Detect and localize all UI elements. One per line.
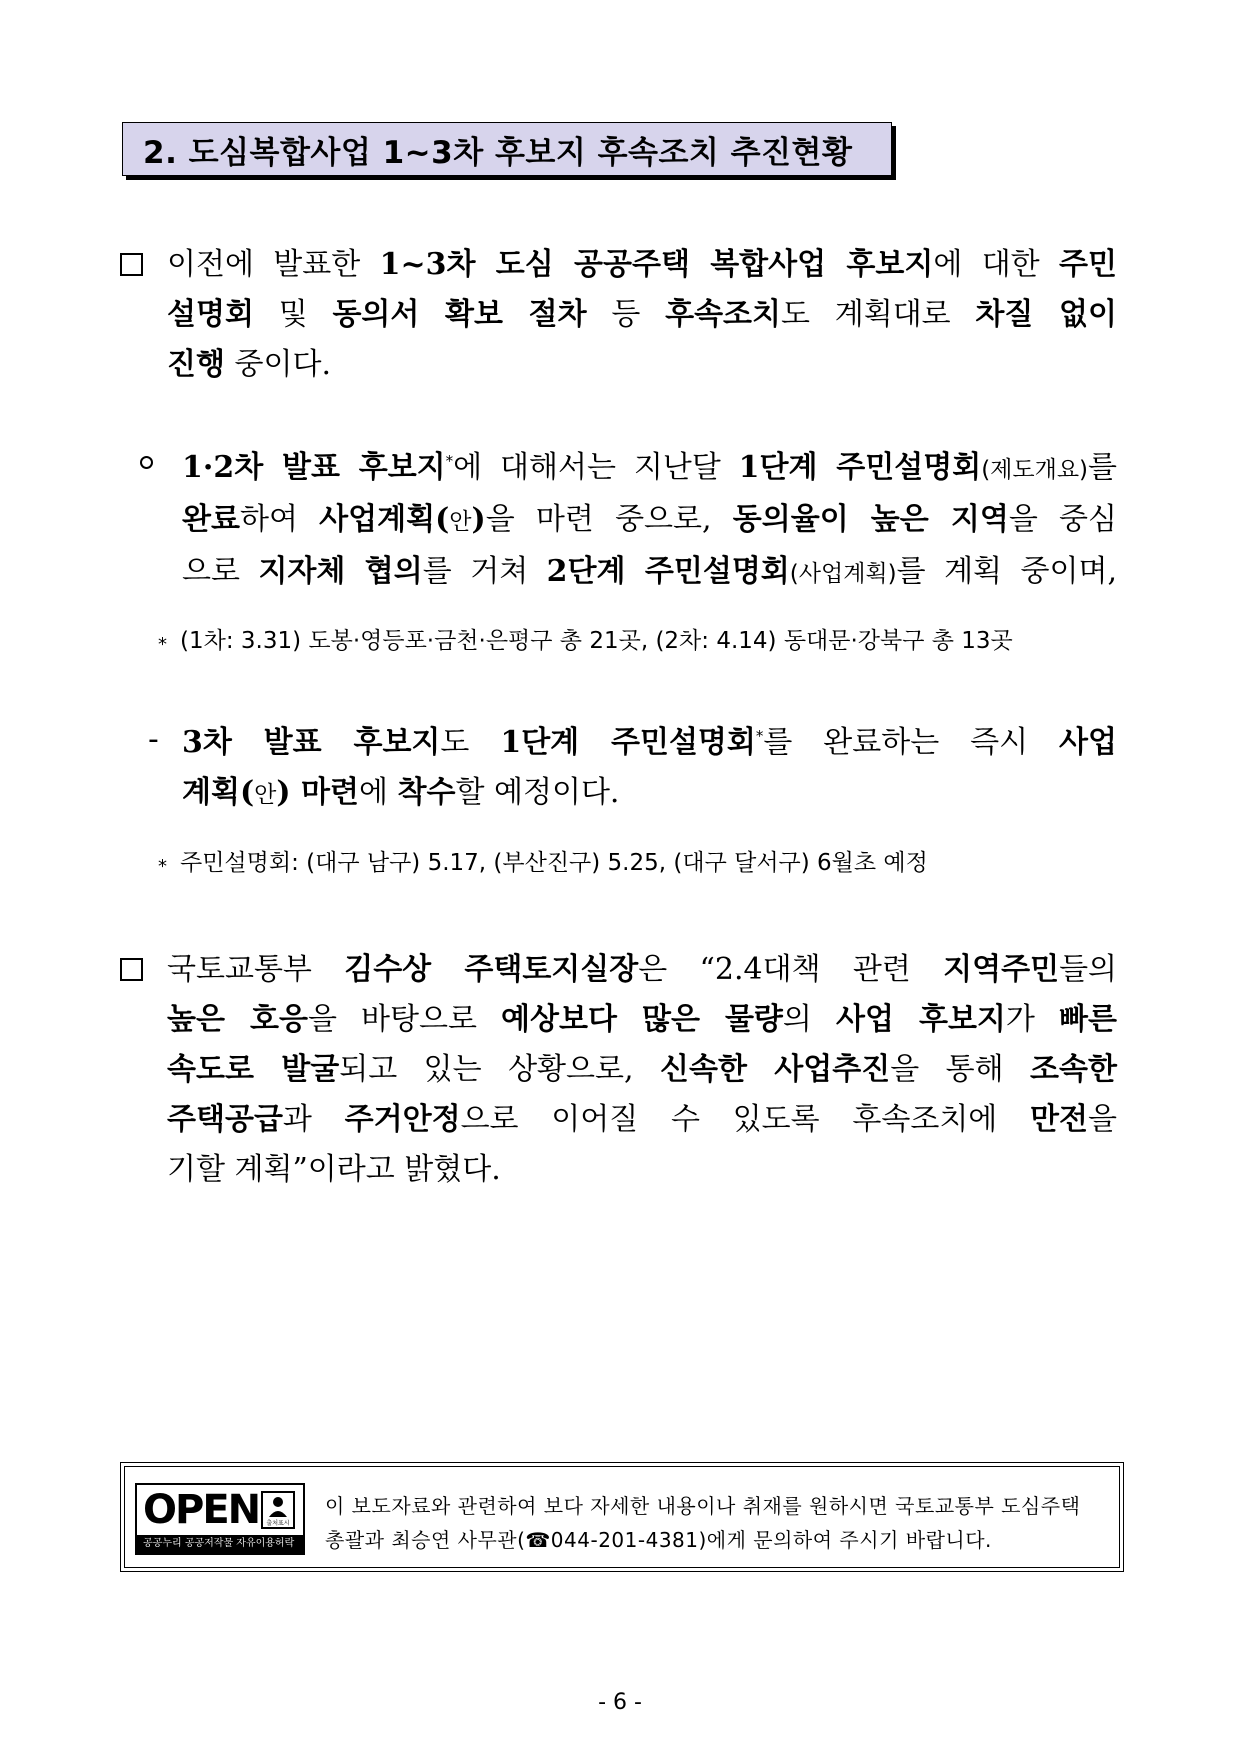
text-run: 이전에 발표한 bbox=[167, 247, 380, 282]
text-run: 중이다. bbox=[224, 347, 331, 382]
text-run-bold: 주민 bbox=[1059, 247, 1117, 282]
text-run-small: (사업계획) bbox=[789, 561, 897, 587]
text-run: 를 거쳐 bbox=[422, 554, 547, 589]
text-run-bold: 동의율이 높은 지역 bbox=[732, 502, 1009, 537]
text-run-bold: 예상보다 많은 물량 bbox=[501, 1002, 783, 1037]
open-logo-caption: 공공누리 공공저작물 자유이용허락 bbox=[137, 1535, 303, 1553]
text-run-bold: 1·2차 발표 후보지 bbox=[182, 450, 446, 485]
text-run: 을 bbox=[1088, 1102, 1117, 1137]
text-run-bold: 1단계 주민설명회 bbox=[500, 725, 756, 760]
asterisk-icon: * bbox=[158, 634, 167, 655]
text-run: 을 중심 bbox=[1008, 502, 1118, 537]
dash-bullet-icon: - bbox=[148, 722, 159, 757]
text-run: 를 완료하는 즉시 bbox=[763, 725, 1060, 760]
text-run-bold: 완료 bbox=[182, 502, 240, 537]
text-run: 를 bbox=[1088, 450, 1117, 485]
text-run: 에 대한 bbox=[933, 247, 1060, 282]
person-icon bbox=[263, 1493, 293, 1527]
footnote-marker: * bbox=[445, 452, 454, 470]
asterisk-icon: * bbox=[158, 856, 167, 877]
text-run-bold: 동의서 확보 절차 bbox=[332, 297, 587, 332]
footnote-marker: * bbox=[755, 727, 764, 745]
text-run-bold: 후속조치 bbox=[665, 297, 782, 332]
text-run-bold: 빠른 bbox=[1059, 1002, 1117, 1037]
text-run-bold: 차질 없이 bbox=[975, 297, 1117, 332]
text-run-bold: 지역주민 bbox=[943, 952, 1060, 987]
paragraph-bullet-first bbox=[182, 436, 1117, 599]
text-run: 들의 bbox=[1059, 952, 1118, 987]
text-run-bold: ) bbox=[471, 502, 486, 537]
text-run-small: 안 bbox=[254, 782, 277, 808]
paragraph-intro bbox=[167, 240, 1117, 390]
text-run-bold: 만전 bbox=[1030, 1102, 1089, 1137]
text-run: 가 bbox=[1005, 1002, 1060, 1037]
text-run-small: 안 bbox=[449, 509, 472, 535]
text-run-bold: 사업계획( bbox=[319, 502, 450, 537]
text-run: 도 계획대로 bbox=[781, 297, 976, 332]
text-run-bold: 조속한 bbox=[1030, 1052, 1117, 1087]
circle-bullet-icon bbox=[140, 456, 153, 469]
text-run-bold: 사업 bbox=[1059, 725, 1117, 760]
text-run: 할 예정이다. bbox=[455, 775, 620, 810]
text-run-bold: ) 마련 bbox=[276, 775, 359, 810]
text-run-bold: 1단계 주민설명회 bbox=[738, 450, 982, 485]
section-title: 2. 도심복합사업 1~3차 후보지 후속조치 추진현황 bbox=[122, 122, 892, 176]
contact-text bbox=[325, 1489, 1080, 1557]
badge-label: 출처표시 bbox=[266, 1520, 290, 1527]
contact-line: 이 보도자료와 관련하여 보다 자세한 내용이나 취재를 원하시면 국토교통부 도심주택 bbox=[325, 1494, 1081, 1518]
text-run-bold: 착수 bbox=[397, 775, 456, 810]
page-number: - 6 - bbox=[598, 1690, 642, 1715]
paragraph-quote bbox=[167, 945, 1117, 1195]
text-run: 의 bbox=[782, 1002, 836, 1037]
text-run: 도 bbox=[440, 725, 501, 760]
text-run-bold: 사업 후보지 bbox=[836, 1002, 1006, 1037]
text-run-bold: 1~3차 도심 공공주택 복합사업 후보지 bbox=[379, 247, 934, 282]
text-run: 으로 이어질 수 있도록 후속조치에 bbox=[460, 1102, 1031, 1137]
text-run-bold: 김수상 주택토지실장 bbox=[344, 952, 639, 987]
footnote-text: (1차: 3.31) 도봉·영등포·금천·은평구 총 21곳, (2차: 4.14) 동대문·강북구 총 13곳 bbox=[180, 628, 1013, 654]
square-bullet-icon bbox=[120, 253, 143, 276]
footnote-text: 주민설명회: (대구 남구) 5.17, (부산진구) 5.25, (대구 달서구) 6월초 예정 bbox=[180, 850, 928, 876]
text-run-bold: 높은 호응 bbox=[167, 1002, 308, 1037]
text-run: 를 계획 중이며, bbox=[896, 554, 1117, 589]
text-run: 국토교통부 bbox=[167, 952, 345, 987]
text-run: 을 바탕으로 bbox=[307, 1002, 502, 1037]
text-run-small: (제도개요) bbox=[981, 457, 1089, 483]
text-run-bold: 신속한 사업추진 bbox=[659, 1052, 891, 1087]
text-run: 을 마련 중으로, bbox=[485, 502, 733, 537]
text-run: 기할 계획”이라고 밝혔다. bbox=[167, 1152, 501, 1187]
text-run-bold: 2단계 주민설명회 bbox=[546, 554, 790, 589]
text-run-bold: 주택공급 bbox=[167, 1102, 283, 1137]
kogl-open-logo bbox=[135, 1483, 305, 1555]
text-run: 을 통해 bbox=[890, 1052, 1031, 1087]
text-run: 등 bbox=[586, 297, 666, 332]
text-run-bold: 속도로 발굴 bbox=[167, 1052, 340, 1087]
text-run-bold: 지자체 협의 bbox=[258, 554, 423, 589]
attribution-badge-icon bbox=[261, 1491, 295, 1529]
text-run-bold: 설명회 bbox=[167, 297, 254, 332]
contact-line: 총괄과 최승연 사무관(☎044-201-4381)에게 문의하여 주시기 바랍니다. bbox=[325, 1528, 992, 1552]
text-run-bold: 계획( bbox=[182, 775, 255, 810]
text-run: 은 “2.4대책 관련 bbox=[638, 952, 944, 987]
text-run: 으로 bbox=[182, 554, 259, 589]
text-run: 및 bbox=[253, 297, 333, 332]
open-logo-word: OPEN bbox=[143, 1487, 260, 1533]
text-run: 하여 bbox=[239, 502, 320, 537]
contact-info-box bbox=[120, 1462, 1124, 1572]
text-run-bold: 주거안정 bbox=[344, 1102, 461, 1137]
paragraph-dash bbox=[182, 711, 1117, 820]
text-run-bold: 3차 발표 후보지 bbox=[182, 725, 441, 760]
text-run: 에 bbox=[358, 775, 398, 810]
square-bullet-icon bbox=[120, 958, 143, 981]
text-run: 에 대해서는 지난달 bbox=[453, 450, 739, 485]
text-run: 되고 있는 상황으로, bbox=[339, 1052, 660, 1087]
text-run: 과 bbox=[282, 1102, 345, 1137]
text-run-bold: 진행 bbox=[167, 347, 225, 382]
contact-info-box-inner bbox=[124, 1466, 1120, 1568]
